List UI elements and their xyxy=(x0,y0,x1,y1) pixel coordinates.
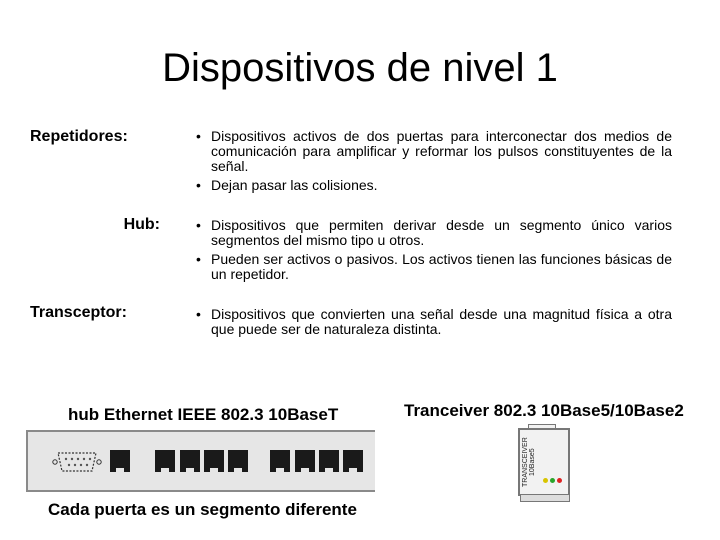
bullet-dot: • xyxy=(196,128,201,144)
transceiver-figure-caption: Tranceiver 802.3 10Base5/10Base2 xyxy=(404,401,684,420)
page-title: Dispositivos de nivel 1 xyxy=(162,46,558,90)
desc-hub xyxy=(196,218,672,286)
desc-transceptor xyxy=(196,307,672,341)
bullet-dot: • xyxy=(196,251,201,267)
rj45-port-icon xyxy=(180,450,200,472)
desc-repetidores xyxy=(196,129,672,197)
serial-port-icon xyxy=(52,450,102,474)
bullet-text: Dispositivos activos de dos puertas para interconectar dos medios de comunicación para amplificar y reformar los pulsos constituyentes de la señal. xyxy=(211,128,672,174)
led-yellow-icon xyxy=(543,478,548,483)
rj45-port-icon xyxy=(155,450,175,472)
led-green-icon xyxy=(550,478,555,483)
transceiver-base xyxy=(520,494,570,502)
rj45-port-icon xyxy=(343,450,363,472)
rj45-port-icon xyxy=(204,450,224,472)
rj45-port-icon xyxy=(319,450,339,472)
rj45-port-icon xyxy=(110,450,130,472)
bullet-item xyxy=(196,307,672,337)
bullet-text: Dispositivos que permiten derivar desde un segmento único varios segmentos del mismo tipo u otros. xyxy=(211,217,672,248)
transceiver-device-label: TRANSCEIVER 10Base5 xyxy=(522,437,536,487)
bullet-item xyxy=(196,129,672,174)
rj45-port-icon xyxy=(270,450,290,472)
bullet-item xyxy=(196,178,672,193)
bullet-dot: • xyxy=(196,306,201,322)
hub-figure-caption: hub Ethernet IEEE 802.3 10BaseT xyxy=(68,405,339,424)
rj45-port-icon xyxy=(295,450,315,472)
bullet-dot: • xyxy=(196,177,201,193)
rj45-port-icon xyxy=(228,450,248,472)
bullet-text: Pueden ser activos o pasivos. Los activos tienen las funciones básicas de un repetidor. xyxy=(211,251,672,282)
term-repetidores: Repetidores: xyxy=(30,128,128,145)
bullet-text: Dispositivos que convierten una señal desde una magnitud física a otra que puede ser de naturaleza distinta. xyxy=(211,306,672,337)
term-hub: Hub: xyxy=(123,216,160,233)
bullet-text: Dejan pasar las colisiones. xyxy=(211,177,378,193)
bullet-item xyxy=(196,252,672,282)
hub-figure-note: Cada puerta es un segmento diferente xyxy=(48,500,357,519)
led-red-icon xyxy=(557,478,562,483)
bullet-dot: • xyxy=(196,217,201,233)
term-transceptor: Transceptor: xyxy=(30,304,127,321)
bullet-item xyxy=(196,218,672,248)
